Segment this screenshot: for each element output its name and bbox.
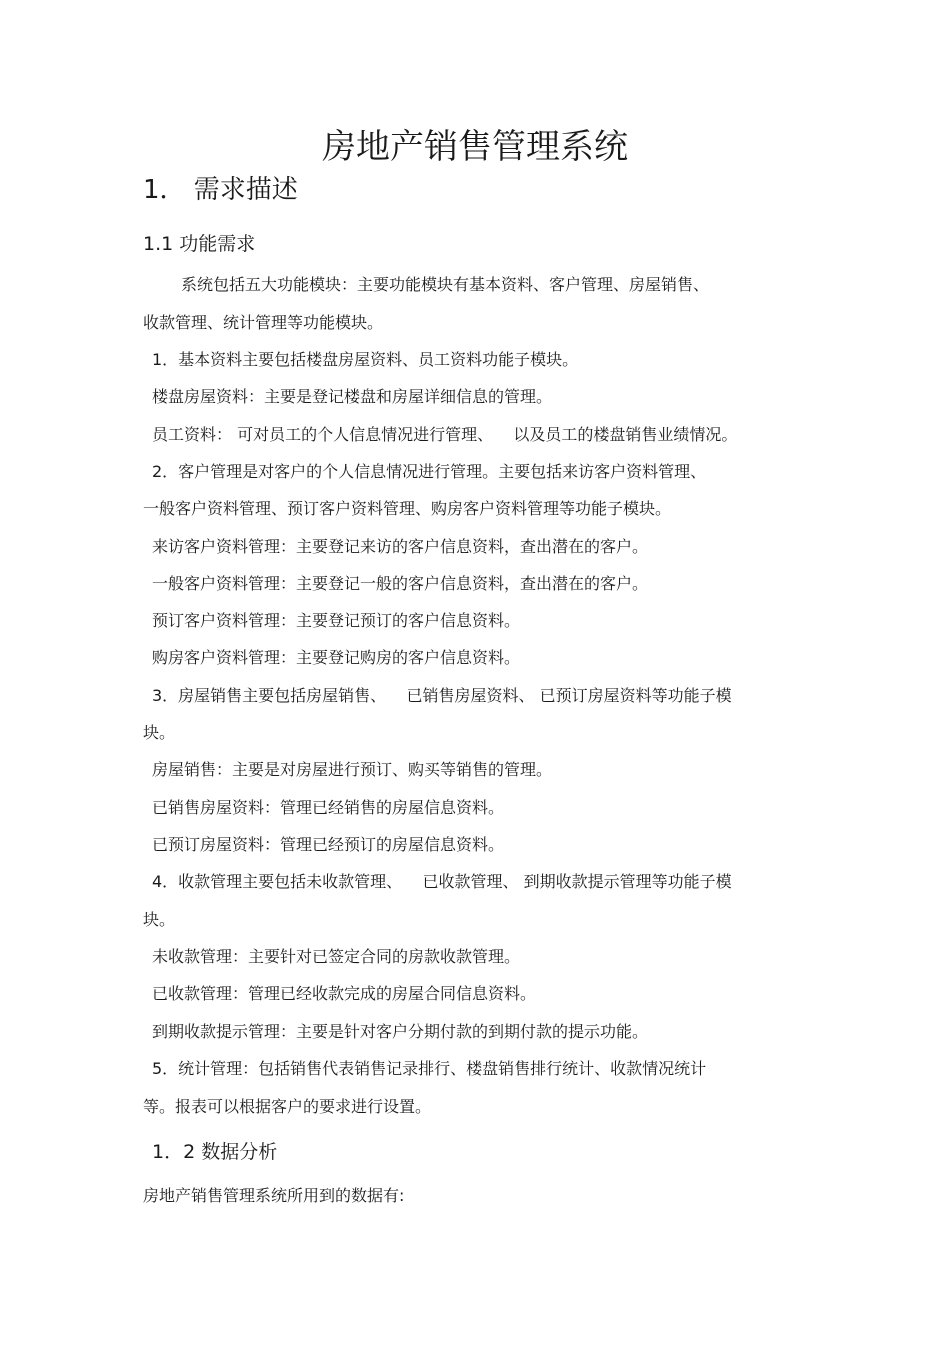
paragraph-line: 来访客户资料管理：主要登记来访的客户信息资料，查出潜在的客户。 <box>152 537 649 556</box>
paragraph-line: 5．统计管理：包括销售代表销售记录排行、楼盘销售排行统计、收款情况统计 <box>152 1059 707 1078</box>
paragraph-line: 系统包括五大功能模块：主要功能模块有基本资料、客户管理、房屋销售、 <box>181 275 710 294</box>
paragraph-line: 预订客户资料管理：主要登记预订的客户信息资料。 <box>152 611 521 630</box>
paragraph-line: 已销售房屋资料：管理已经销售的房屋信息资料。 <box>152 798 505 817</box>
paragraph-line: 收款管理、统计管理等功能模块。 <box>143 313 384 332</box>
paragraph-line: 未收款管理：主要针对已签定合同的房款收款管理。 <box>152 947 521 966</box>
paragraph-line: 2．客户管理是对客户的个人信息情况进行管理。主要包括来访客户资料管理、 <box>152 462 707 481</box>
paragraph-line: 购房客户资料管理：主要登记购房的客户信息资料。 <box>152 648 521 667</box>
section-heading-1-2: 1．2 数据分析 <box>152 1141 278 1163</box>
paragraph-line: 块。 <box>143 723 176 742</box>
section-heading-1: 1． 需求描述 <box>143 175 298 205</box>
paragraph-line: 楼盘房屋资料：主要是登记楼盘和房屋详细信息的管理。 <box>152 387 553 406</box>
document-title: 房地产销售管理系统 <box>322 127 628 167</box>
paragraph-line: 等。报表可以根据客户的要求进行设置。 <box>143 1097 432 1116</box>
paragraph-line: 已收款管理：管理已经收款完成的房屋合同信息资料。 <box>152 984 537 1003</box>
paragraph-line: 房地产销售管理系统所用到的数据有: <box>143 1186 405 1205</box>
paragraph-line: 1．基本资料主要包括楼盘房屋资料、员工资料功能子模块。 <box>152 350 579 369</box>
paragraph-line: 3．房屋销售主要包括房屋销售、 已销售房屋资料、 已预订房屋资料等功能子模 <box>152 686 732 705</box>
section-heading-1-1: 1.1 功能需求 <box>143 233 256 255</box>
paragraph-line: 一般客户资料管理、预订客户资料管理、购房客户资料管理等功能子模块。 <box>143 499 672 518</box>
paragraph-line: 一般客户资料管理：主要登记一般的客户信息资料，查出潜在的客户。 <box>152 574 649 593</box>
paragraph-line: 到期收款提示管理：主要是针对客户分期付款的到期付款的提示功能。 <box>152 1022 649 1041</box>
paragraph-line: 块。 <box>143 910 176 929</box>
paragraph-line: 员工资料： 可对员工的个人信息情况进行管理、 以及员工的楼盘销售业绩情况。 <box>152 425 738 444</box>
paragraph-line: 已预订房屋资料：管理已经预订的房屋信息资料。 <box>152 835 505 854</box>
paragraph-line: 4．收款管理主要包括未收款管理、 已收款管理、 到期收款提示管理等功能子模 <box>152 872 732 891</box>
paragraph-line: 房屋销售：主要是对房屋进行预订、购买等销售的管理。 <box>152 760 553 779</box>
